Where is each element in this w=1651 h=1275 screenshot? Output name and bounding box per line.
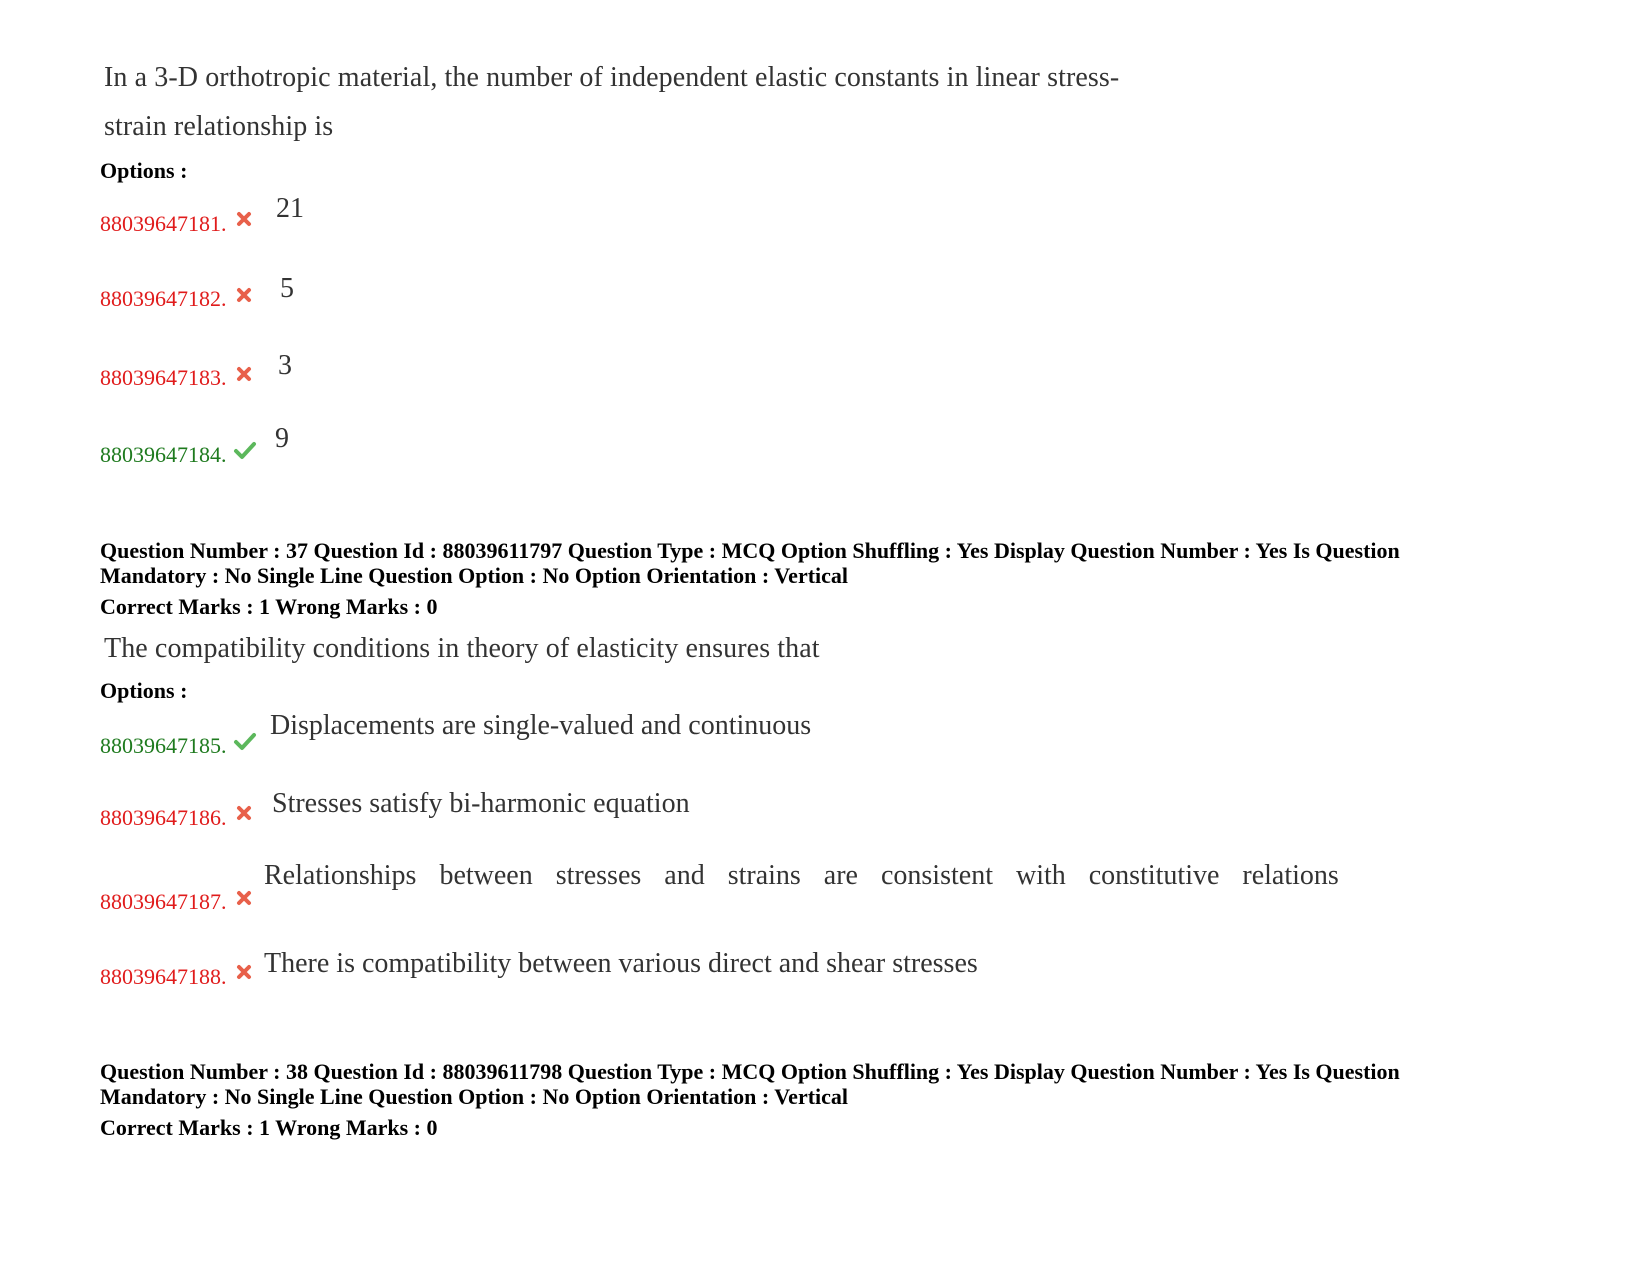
option-id: 88039647186.	[100, 805, 227, 830]
options-label: Options :	[100, 158, 188, 183]
question-37-text: The compatibility conditions in theory of elasticity ensures that	[104, 633, 820, 664]
option-text: 5	[280, 273, 294, 304]
option-text: Displacements are single-valued and continuous	[270, 710, 812, 741]
question-37-meta-line-1: Question Number : 37 Question Id : 88039611797 Question Type : MCQ Option Shuffling : Yes Display Question Number : Yes Is Question	[100, 538, 1400, 563]
question-36-text-line-2: strain relationship is	[104, 111, 334, 142]
option-text: 3	[278, 350, 292, 381]
cross-icon	[236, 211, 252, 227]
question-38-meta-line-2: Mandatory : No Single Line Question Option : No Option Orientation : Vertical	[100, 1084, 849, 1109]
option-id: 88039647181.	[100, 211, 227, 236]
cross-icon	[236, 366, 252, 382]
question-37-marks: Correct Marks : 1 Wrong Marks : 0	[100, 594, 438, 619]
option-id: 88039647187.	[100, 889, 227, 914]
question-37-meta-line-2: Mandatory : No Single Line Question Option : No Option Orientation : Vertical	[100, 563, 849, 588]
option-text: Stresses satisfy bi-harmonic equation	[272, 788, 690, 819]
question-38-marks: Correct Marks : 1 Wrong Marks : 0	[100, 1115, 438, 1140]
cross-icon	[236, 805, 252, 821]
option-id: 88039647182.	[100, 286, 227, 311]
options-label: Options :	[100, 678, 188, 703]
option-id: 88039647185.	[100, 733, 227, 758]
cross-icon	[236, 287, 252, 303]
question-36-text-line-1: In a 3-D orthotropic material, the number of independent elastic constants in linear stress-	[104, 62, 1120, 93]
check-icon	[233, 731, 257, 751]
cross-icon	[236, 964, 252, 980]
option-text: Relationships between stresses and strains are consistent with constitutive relations	[264, 860, 1339, 891]
option-text: 21	[276, 193, 304, 224]
check-icon	[233, 440, 257, 460]
cross-icon	[236, 890, 252, 906]
option-id: 88039647183.	[100, 365, 227, 390]
option-id: 88039647184.	[100, 442, 227, 467]
option-text: 9	[275, 423, 289, 454]
option-text: There is compatibility between various direct and shear stresses	[264, 948, 978, 979]
option-id: 88039647188.	[100, 964, 227, 989]
question-38-meta-line-1: Question Number : 38 Question Id : 88039611798 Question Type : MCQ Option Shuffling : Yes Display Question Number : Yes Is Question	[100, 1059, 1400, 1084]
